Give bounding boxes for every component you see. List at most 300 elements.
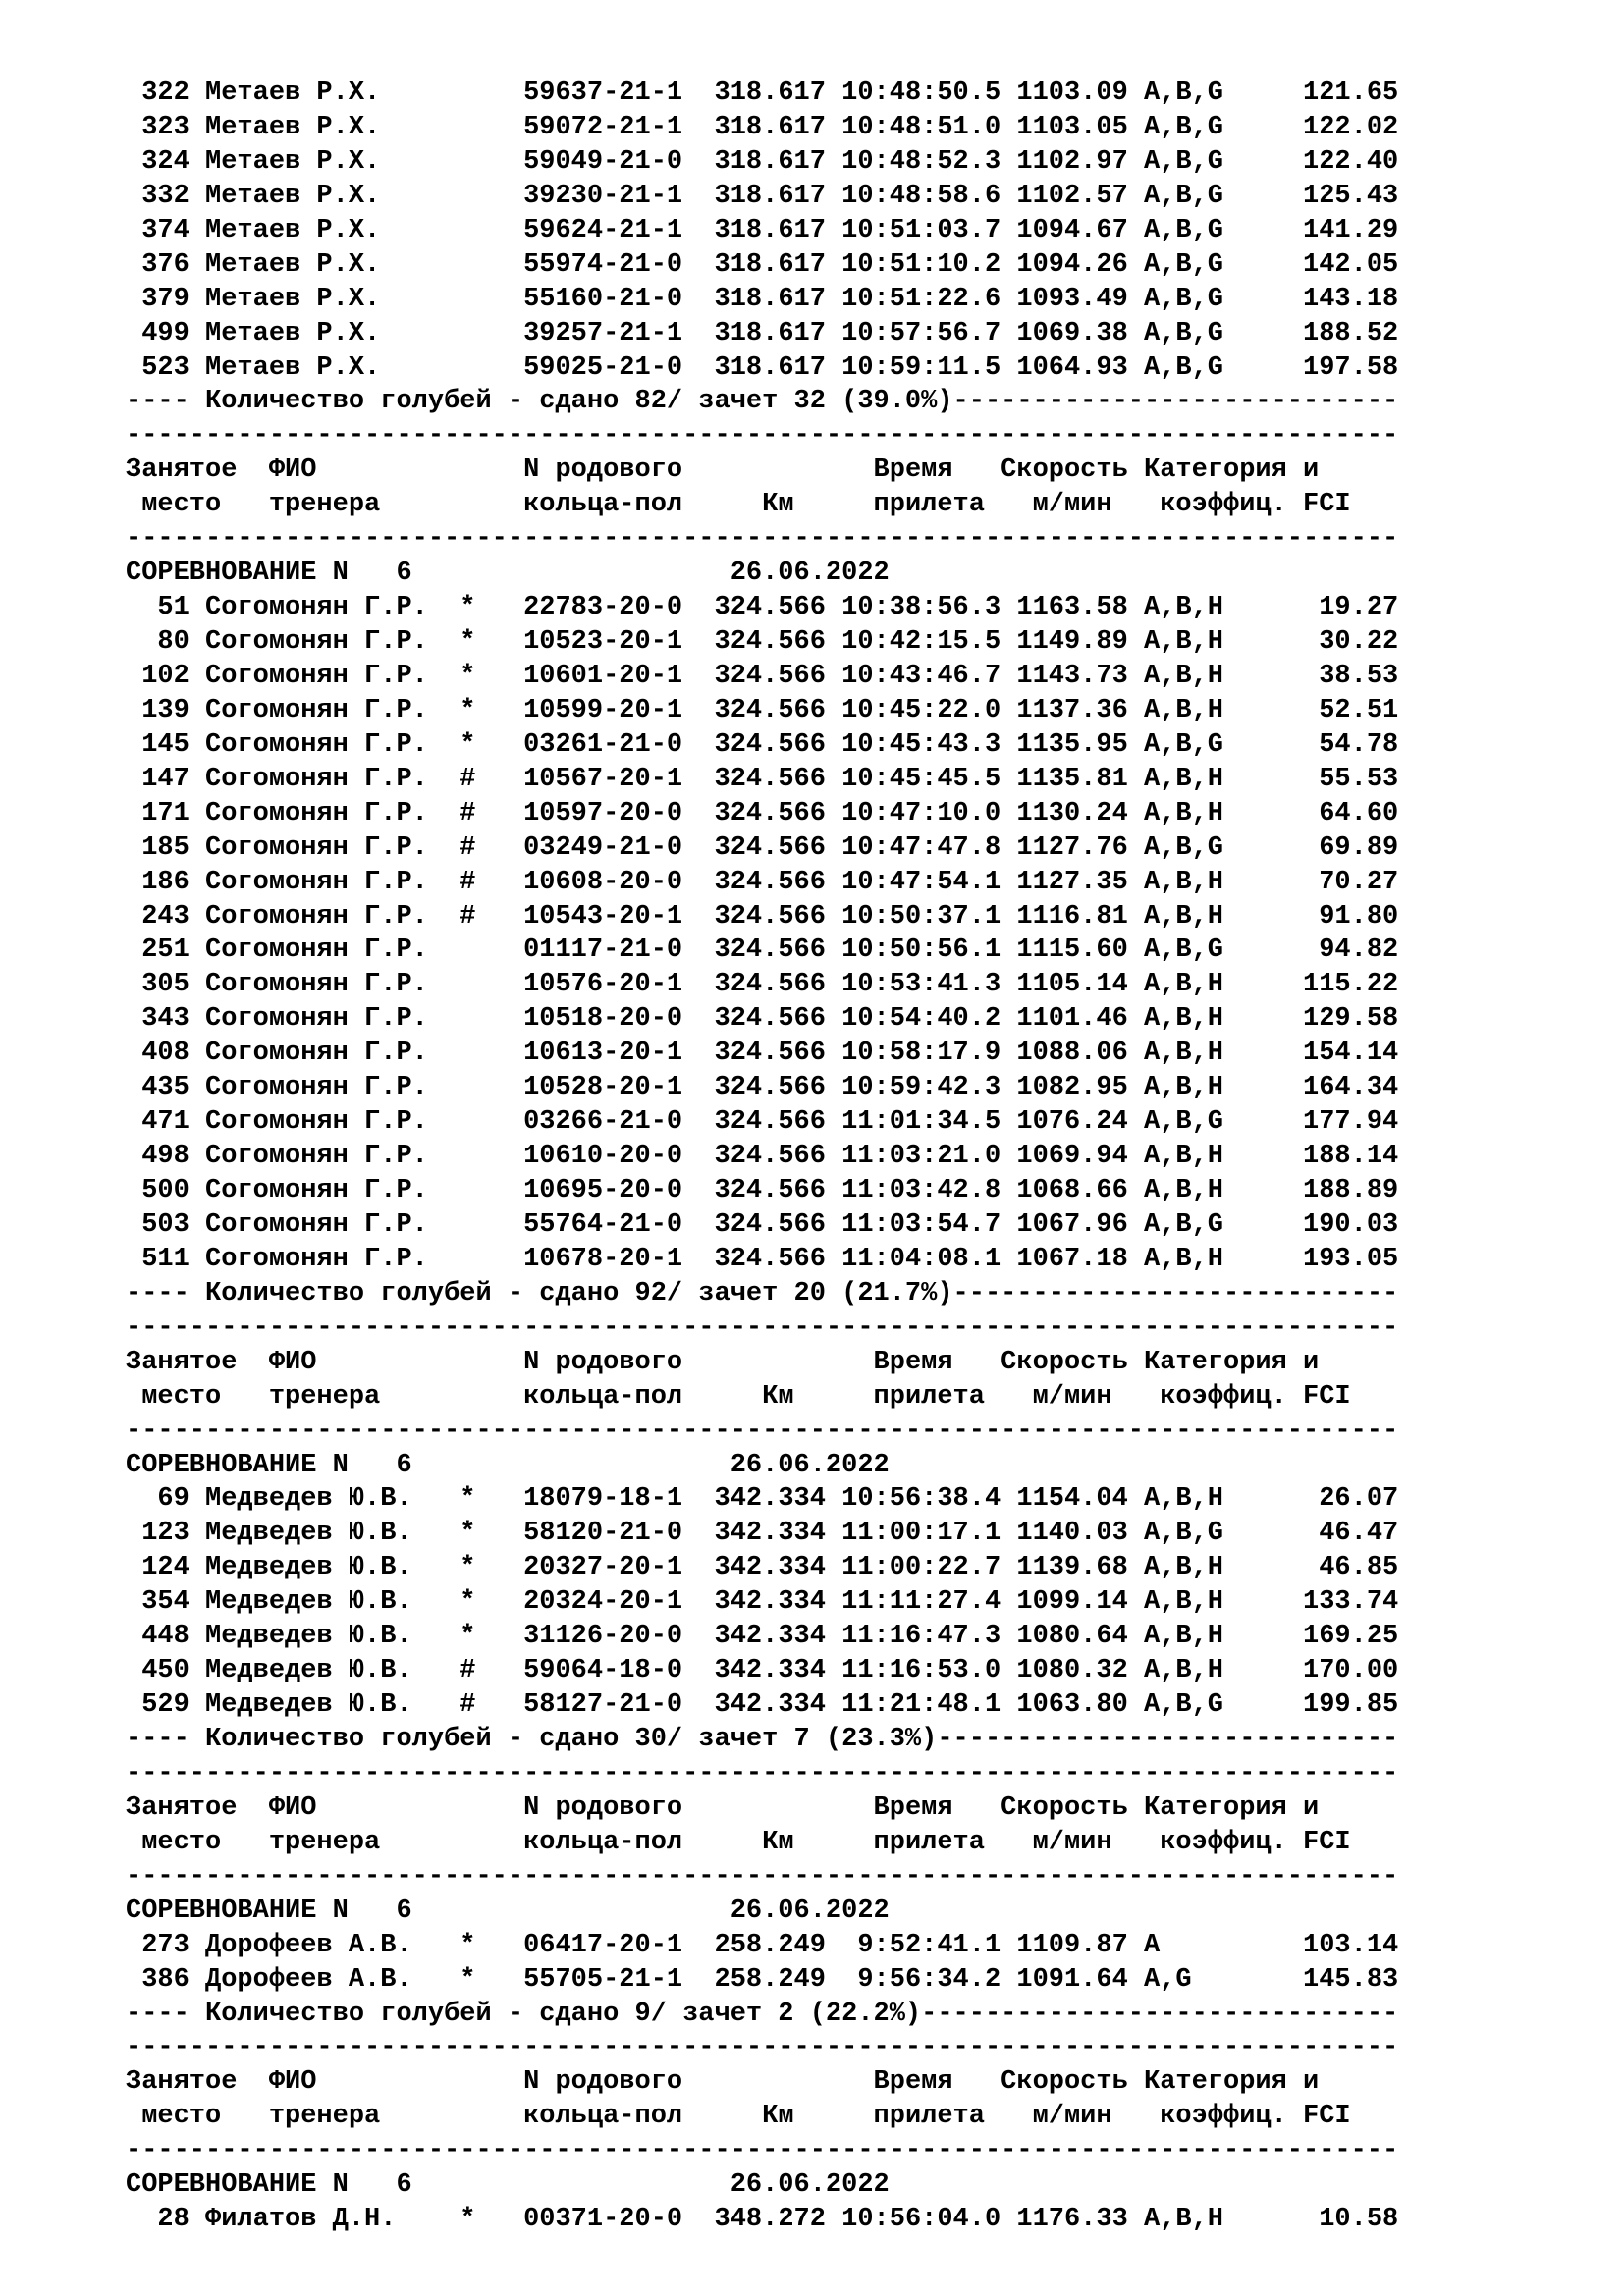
arrival-time: 10:58:17.9 [841,1039,1001,1069]
pigeon-mark: * [460,1930,476,1960]
arrival-time: 10:53:41.3 [841,970,1001,1000]
place: 471 [126,1107,189,1138]
col-header-time: Время [873,455,1001,486]
distance-km: 318.617 [714,79,826,108]
col-header-category-2: коэффиц. FCI [1160,1381,1351,1412]
place: 28 [126,2205,189,2235]
fci-coefficient: 64.60 [1223,798,1399,828]
ring-number: 10613-20-1 [523,1039,683,1069]
arrival-time: 9:52:41.1 [841,1930,1001,1960]
category: A,B,H [1144,695,1224,725]
trainer-name: Дорофеев А.В. [205,1930,445,1960]
distance-km: 324.566 [714,901,826,932]
trainer-name: Согомонян Г.Р. [205,1073,445,1103]
ring-number: 18079-18-1 [523,1484,683,1515]
ring-number: 10528-20-1 [523,1073,683,1103]
col-header-ring: N родового [523,1347,874,1377]
trainer-name: Согомонян Г.Р. [205,798,445,828]
place: 323 [126,112,189,142]
category: A,B,H [1144,1622,1224,1652]
pigeon-mark [460,1004,475,1034]
result-row [126,1654,1398,1688]
fci-coefficient: 154.14 [1223,1039,1399,1069]
speed: 1101.46 [1016,1004,1128,1035]
ring-number: 55764-21-0 [523,1209,683,1240]
col-header-ring-2: кольца-пол [523,2102,763,2132]
arrival-time: 11:01:34.5 [841,1107,1001,1138]
place: 322 [126,79,189,108]
divider: -------------------------------------------------------------------------------- [126,2136,1399,2166]
distance-km: 324.566 [714,1176,826,1205]
fci-coefficient: 142.05 [1223,249,1399,280]
speed: 1076.24 [1016,1107,1128,1138]
pigeon-mark: # [460,1656,476,1686]
divider: -------------------------------------------------------------------------------- [126,2033,1399,2063]
speed: 1139.68 [1016,1553,1128,1583]
result-row [126,831,1398,866]
pigeon-mark [460,1107,475,1137]
category: A,B,H [1144,1484,1224,1515]
result-row [126,1929,1398,1963]
col-header-ring: N родового [523,455,874,486]
fci-coefficient: 94.82 [1223,935,1399,966]
result-row [126,591,1398,625]
ring-number: 03249-21-0 [523,832,683,863]
pigeon-mark: * [460,1519,476,1549]
speed: 1130.24 [1016,798,1128,828]
trainer-name: Метаев Р.Х. [205,215,445,245]
column-header-line-1 [126,1346,1398,1380]
fci-coefficient: 199.85 [1223,1690,1399,1721]
result-row [126,1208,1398,1243]
pigeon-mark: * [460,2205,476,2235]
pigeon-mark [460,182,475,211]
distance-km: 324.566 [714,970,826,1000]
result-row [126,180,1398,214]
distance-km: 324.566 [714,593,826,623]
trainer-name: Метаев Р.Х. [205,146,445,177]
result-row [126,248,1398,283]
col-header-place: Занятое [126,1347,269,1377]
summary-line: ---- Количество голубей - сдано 82/ зачет 32 (39.0%)---------------------------- [126,387,1399,417]
ring-number: 10518-20-0 [523,1004,683,1035]
arrival-time: 10:56:04.0 [841,2205,1001,2235]
result-row [126,625,1398,660]
arrival-time: 10:48:51.0 [841,112,1001,142]
col-header-km: Км [762,1381,874,1412]
category: A,B,H [1144,627,1224,657]
col-header-speed-2: м/мин [1032,2102,1161,2132]
col-header-category: Категория и [1144,1792,1320,1823]
column-header-line-1 [126,1791,1398,1826]
arrival-time: 10:45:43.3 [841,729,1001,760]
category: A,B,G [1144,1690,1224,1721]
place: 450 [126,1656,189,1686]
trainer-name: Медведев Ю.В. [205,1519,445,1549]
place: 499 [126,318,189,348]
speed: 1069.38 [1016,318,1128,348]
fci-coefficient: 103.14 [1223,1930,1399,1960]
distance-km: 342.334 [714,1519,826,1549]
fci-coefficient: 145.83 [1223,1964,1399,1995]
ring-number: 10610-20-0 [523,1142,683,1172]
place: 123 [126,1519,189,1549]
col-header-place-2: место [141,1381,269,1412]
summary-text: Количество голубей - сдано 30/ зачет 7 (23.3%) [205,1725,938,1754]
col-header-speed-2: м/мин [1032,1381,1161,1412]
divider: -------------------------------------------------------------------------------- [126,1415,1399,1446]
col-header-category: Категория и [1144,1347,1320,1377]
arrival-time: 10:48:52.3 [841,146,1001,177]
ring-number: 01117-21-0 [523,935,683,966]
col-header-category-2: коэффиц. FCI [1160,490,1351,520]
fci-coefficient: 54.78 [1223,729,1399,760]
result-row [126,283,1398,317]
competition-date: 26.06.2022 [730,1450,890,1480]
column-header-line-2 [126,2100,1398,2134]
ring-number: 55705-21-1 [523,1964,683,1995]
col-header-speed-2: м/мин [1032,490,1161,520]
result-row [126,866,1398,900]
col-header-category: Категория и [1144,2067,1320,2098]
ring-number: 10576-20-1 [523,970,683,1000]
distance-km: 342.334 [714,1622,826,1652]
trainer-name: Согомонян Г.Р. [205,1107,445,1138]
result-row [126,1688,1398,1723]
distance-km: 342.334 [714,1656,826,1686]
col-header-time-2: прилета [873,2102,1033,2132]
distance-km: 324.566 [714,764,826,794]
category: A,B,H [1144,867,1224,897]
arrival-time: 10:51:03.7 [841,215,1001,245]
category: A,B,H [1144,970,1224,1000]
place: 273 [126,1930,189,1960]
col-header-place-2: место [141,2102,269,2132]
pigeon-mark: # [460,764,476,794]
pigeon-mark [460,1073,475,1102]
col-header-ring-2: кольца-пол [523,490,763,520]
result-row [126,1243,1398,1277]
fci-coefficient: 188.14 [1223,1142,1399,1172]
speed: 1137.36 [1016,695,1128,725]
pigeon-mark: * [460,593,476,623]
fci-coefficient: 143.18 [1223,284,1399,314]
pigeon-mark [460,285,475,314]
trainer-name: Медведев Ю.В. [205,1484,445,1515]
pigeon-mark [460,216,475,245]
col-header-speed: Скорость [1001,2067,1144,2098]
distance-km: 318.617 [714,318,826,348]
pigeon-mark [460,147,475,177]
col-header-ring-2: кольца-пол [523,1381,763,1412]
result-row [126,1963,1398,1998]
distance-km: 342.334 [714,1484,826,1515]
col-header-time-2: прилета [873,1827,1033,1857]
place: 332 [126,181,189,211]
place: 498 [126,1142,189,1172]
speed: 1088.06 [1016,1039,1128,1069]
col-header-km: Км [762,2102,874,2132]
summary-line: ---- Количество голубей - сдано 9/ зачет 2 (22.2%)------------------------------ [126,1999,1399,2029]
arrival-time: 10:56:38.4 [841,1484,1001,1515]
speed: 1094.67 [1016,215,1128,245]
pigeon-mark: # [460,832,476,863]
distance-km: 324.566 [714,627,826,657]
place: 435 [126,1073,189,1103]
result-row [126,1482,1398,1517]
distance-km: 318.617 [714,284,826,314]
column-header-line-2 [126,1826,1398,1860]
fci-coefficient: 141.29 [1223,215,1399,245]
ring-number: 22783-20-0 [523,593,683,623]
fci-coefficient: 164.34 [1223,1073,1399,1103]
ring-number: 10543-20-1 [523,901,683,932]
category: A,B,H [1144,1039,1224,1069]
speed: 1067.96 [1016,1209,1128,1240]
pigeon-mark: * [460,661,476,691]
speed: 1093.49 [1016,284,1128,314]
place: 145 [126,729,189,760]
speed: 1163.58 [1016,593,1128,623]
place: 523 [126,352,189,383]
col-header-ring-2: кольца-пол [523,1827,763,1857]
speed: 1080.32 [1016,1656,1128,1686]
result-row [126,214,1398,248]
pigeon-mark: # [460,1690,476,1721]
trainer-name: Метаев Р.Х. [205,79,445,108]
trainer-name: Медведев Ю.В. [205,1553,445,1583]
arrival-time: 10:51:22.6 [841,284,1001,314]
fci-coefficient: 170.00 [1223,1656,1399,1686]
speed: 1103.05 [1016,112,1128,142]
category: A,B,G [1144,729,1224,760]
place: 503 [126,1209,189,1240]
trainer-name: Согомонян Г.Р. [205,1142,445,1172]
arrival-time: 10:50:37.1 [841,901,1001,932]
fci-coefficient: 19.27 [1223,593,1399,623]
speed: 1067.18 [1016,1244,1128,1274]
result-row [126,1105,1398,1140]
col-header-place: Занятое [126,455,269,486]
fci-coefficient: 122.02 [1223,112,1399,142]
category: A,B,G [1144,1107,1224,1138]
result-row [126,351,1398,386]
category: A,B,H [1144,1587,1224,1618]
category: A,B,G [1144,215,1224,245]
result-row [126,797,1398,831]
place: 69 [126,1484,189,1515]
ring-number: 10597-20-0 [523,798,683,828]
distance-km: 318.617 [714,249,826,280]
pigeon-mark: * [460,729,476,760]
place: 343 [126,1004,189,1035]
col-header-place-2: место [141,490,269,520]
col-header-speed-2: м/мин [1032,1827,1161,1857]
trainer-name: Метаев Р.Х. [205,112,445,142]
distance-km: 324.566 [714,661,826,691]
trainer-name: Метаев Р.Х. [205,284,445,314]
fci-coefficient: 115.22 [1223,970,1399,1000]
speed: 1069.94 [1016,1142,1128,1172]
category: A,B,G [1144,352,1224,383]
place: 305 [126,970,189,1000]
distance-km: 318.617 [714,352,826,383]
result-row [126,968,1398,1002]
speed: 1149.89 [1016,627,1128,657]
ring-number: 31126-20-0 [523,1622,683,1652]
competition-date: 26.06.2022 [730,559,890,589]
summary-line: ---- Количество голубей - сдано 92/ зачет 20 (21.7%)---------------------------- [126,1278,1399,1308]
category: A,B,G [1144,1209,1224,1240]
competition-title-line [126,2168,1398,2203]
speed: 1140.03 [1016,1519,1128,1549]
competition-title: СОРЕВНОВАНИЕ N 6 [126,1896,731,1926]
divider: -------------------------------------------------------------------------------- [126,1861,1399,1892]
place: 500 [126,1176,189,1205]
category: A,B,G [1144,79,1224,108]
arrival-time: 10:54:40.2 [841,1004,1001,1035]
place: 408 [126,1039,189,1069]
ring-number: 55974-21-0 [523,249,683,280]
category: A,B,H [1144,1656,1224,1686]
competition-title: СОРЕВНОВАНИЕ N 6 [126,2170,731,2201]
speed: 1082.95 [1016,1073,1128,1103]
place: 379 [126,284,189,314]
ring-number: 03261-21-0 [523,729,683,760]
competition-date: 26.06.2022 [730,1896,890,1926]
col-header-category: Категория и [1144,455,1320,486]
fci-coefficient: 188.52 [1223,318,1399,348]
pigeon-mark [460,1142,475,1171]
competition-title: СОРЕВНОВАНИЕ N 6 [126,559,731,589]
fci-coefficient: 55.53 [1223,764,1399,794]
speed: 1091.64 [1016,1964,1128,1995]
pigeon-mark: * [460,1553,476,1583]
place: 511 [126,1244,189,1274]
speed: 1135.95 [1016,729,1128,760]
divider: -------------------------------------------------------------------------------- [126,1758,1399,1789]
place: 324 [126,146,189,177]
place: 80 [126,627,189,657]
column-header-line-2 [126,488,1398,522]
col-header-time: Время [873,1347,1001,1377]
trainer-name: Согомонян Г.Р. [205,935,445,966]
pigeon-mark [460,79,475,108]
place: 529 [126,1690,189,1721]
category: A,B,H [1144,764,1224,794]
distance-km: 324.566 [714,1244,826,1274]
distance-km: 258.249 [714,1964,826,1995]
trainer-name: Медведев Ю.В. [205,1587,445,1618]
trainer-name: Согомонян Г.Р. [205,1039,445,1069]
pigeon-mark: * [460,1587,476,1618]
category: A,B,G [1144,249,1224,280]
col-header-place-2: место [141,1827,269,1857]
place: 139 [126,695,189,725]
category: A,B,H [1144,901,1224,932]
trainer-name: Согомонян Г.Р. [205,901,445,932]
place: 386 [126,1964,189,1995]
trainer-name: Согомонян Г.Р. [205,867,445,897]
category: A,B,H [1144,661,1224,691]
fci-coefficient: 10.58 [1223,2205,1399,2235]
col-header-place: Занятое [126,1792,269,1823]
speed: 1109.87 [1016,1930,1128,1960]
speed: 1127.35 [1016,867,1128,897]
result-row [126,1071,1398,1105]
ring-number: 59637-21-1 [523,79,683,108]
pigeon-mark [460,319,475,348]
trainer-name: Согомонян Г.Р. [205,970,445,1000]
distance-km: 342.334 [714,1587,826,1618]
speed: 1176.33 [1016,2205,1128,2235]
arrival-time: 11:16:53.0 [841,1656,1001,1686]
place: 376 [126,249,189,280]
result-row [126,660,1398,694]
place: 171 [126,798,189,828]
speed: 1154.04 [1016,1484,1128,1515]
fci-coefficient: 70.27 [1223,867,1399,897]
column-header-line-1 [126,454,1398,488]
fci-coefficient: 52.51 [1223,695,1399,725]
pigeon-mark: # [460,798,476,828]
category: A,B,H [1144,1142,1224,1172]
category: A,B,H [1144,1176,1224,1205]
arrival-time: 10:42:15.5 [841,627,1001,657]
ring-number: 10567-20-1 [523,764,683,794]
ring-number: 58127-21-0 [523,1690,683,1721]
col-header-category-2: коэффиц. FCI [1160,2102,1351,2132]
divider: -------------------------------------------------------------------------------- [126,421,1399,452]
place: 102 [126,661,189,691]
speed: 1143.73 [1016,661,1128,691]
speed: 1102.57 [1016,181,1128,211]
fci-coefficient: 69.89 [1223,832,1399,863]
fci-coefficient: 129.58 [1223,1004,1399,1035]
distance-km: 318.617 [714,181,826,211]
distance-km: 324.566 [714,1107,826,1138]
distance-km: 342.334 [714,1553,826,1583]
fci-coefficient: 125.43 [1223,181,1399,211]
competition-title-line [126,1895,1398,1929]
trainer-name: Согомонян Г.Р. [205,832,445,863]
distance-km: 342.334 [714,1690,826,1721]
pigeon-mark: * [460,1964,476,1995]
category: A,B,H [1144,1244,1224,1274]
arrival-time: 10:47:47.8 [841,832,1001,863]
col-header-ring: N родового [523,1792,874,1823]
summary-text: Количество голубей - сдано 82/ зачет 32 (39.0%) [205,387,953,417]
trainer-name: Согомонян Г.Р. [205,593,445,623]
trainer-name: Метаев Р.Х. [205,318,445,348]
fci-coefficient: 26.07 [1223,1484,1399,1515]
arrival-time: 10:45:22.0 [841,695,1001,725]
speed: 1135.81 [1016,764,1128,794]
trainer-name: Медведев Ю.В. [205,1656,445,1686]
distance-km: 324.566 [714,1142,826,1172]
trainer-name: Метаев Р.Х. [205,352,445,383]
arrival-time: 10:57:56.7 [841,318,1001,348]
result-row [126,2203,1398,2237]
competition-title-line [126,1449,1398,1483]
arrival-time: 10:50:56.1 [841,935,1001,966]
col-header-speed: Скорость [1001,1792,1144,1823]
arrival-time: 11:16:47.3 [841,1622,1001,1652]
divider: -------------------------------------------------------------------------------- [126,524,1399,555]
speed: 1105.14 [1016,970,1128,1000]
fci-coefficient: 122.40 [1223,146,1399,177]
place: 51 [126,593,189,623]
